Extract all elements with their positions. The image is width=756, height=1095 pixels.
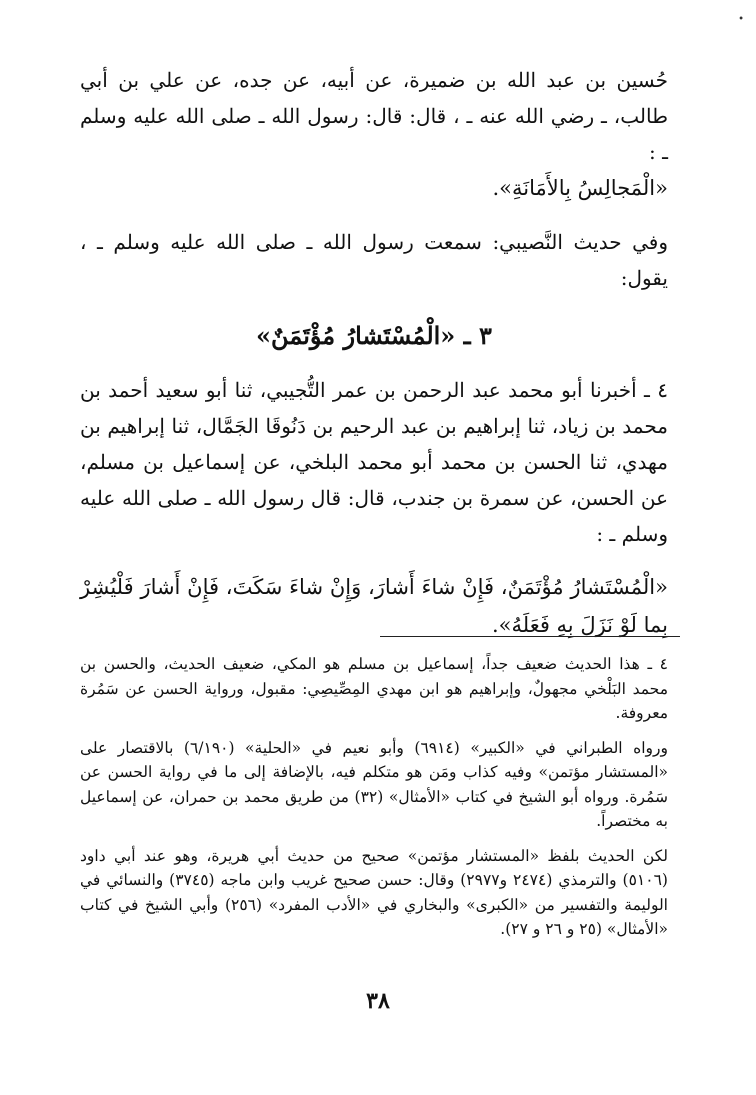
hadith-quote-majalis: «الْمَجالِسُ بِالأَمَانَةِ».: [492, 176, 668, 200]
corner-mark: •: [738, 14, 744, 25]
page-number: ٣٨: [366, 988, 390, 1014]
section-heading: ٣ ـ «الْمُسْتَشارُ مُؤْتَمَنٌ»: [256, 321, 492, 350]
paragraph-nusaybi: وفي حديث النَّصيبي: سمعت رسول الله ـ صلى الله عليه وسلم ـ ، يقول:: [80, 230, 668, 290]
footnote-grading: ٤ ـ هذا الحديث ضعيف جداً، إسماعيل بن مسلم هو المكي، ضعيف الحديث، والحسن بن محمد البَلْخي مجهولٌ، وإبراهيم هو ابن مهدي المِصِّيصِي: مقبول، ورواية الحسن عن سَمُرة معروفة.: [80, 655, 668, 722]
paragraph-chain: حُسين بن عبد الله بن ضميرة، عن أبيه، عن جده، عن علي بن أبي طالب، ـ رضي الله عنه ـ ، قال: قال: رسول الله ـ صلى الله عليه وسلم ـ :: [80, 68, 668, 164]
footnote-divider: [380, 636, 680, 637]
footnotes: [80, 652, 668, 952]
footnote-sources: ورواه الطبراني في «الكبير» (٦٩١٤) وأبو نعيم في «الحلية» (٦/١٩٠) بالاقتصار على «المستشار مؤتمن» وفيه كذاب ومَن هو متكلم فيه، بالإضافة إلى ما في رواية الحسن عن سَمُرة. ورواه أبو الشيخ في كتاب «الأمثال» (٣٢) من طريق محمد بن حمران، عن إسماعيل به مختصراً.: [80, 738, 669, 830]
footnote-authentic: لكن الحديث بلفظ «المستشار مؤتمن» صحيح من حديث أبي هريرة، وهو عند أبي داود (٥١٠٦) والترمذي (٢٤٧٤ و٢٩٧٧) وقال: حسن صحيح غريب وابن ماجه (٣٧٤٥) والنسائي في الوليمة والتفسير من «الكبرى» والبخاري في «الأدب المفرد» (٢٥٦) وأبي الشيخ في كتاب «الأمثال» (٢٥ و ٢٦ و ٢٧).: [80, 846, 668, 938]
main-text: [80, 62, 668, 644]
paragraph-isnad: ٤ ـ أخبرنا أبو محمد عبد الرحمن بن عمر التُّجيبي، ثنا أبو سعيد أحمد بن محمد بن زياد، ثنا إبراهيم بن عبد الرحيم بن دَنُوقَا الجَمَّال، ثنا إبراهيم بن مهدي، ثنا الحسن بن محمد أبو محمد البلخي، عن إسماعيل بن مسلم، عن الحسن، عن سمرة بن جندب، قال: قال رسول الله ـ صلى الله عليه وسلم ـ :: [80, 378, 669, 546]
hadith-quote-mustashar: «الْمُسْتَشارُ مُؤْتَمَنٌ، فَإِنْ شاءَ أَشارَ، وَإِنْ شاءَ سَكَتَ، فَإِنْ أَشارَ فَلْيُشِرْ بِما لَوْ نَزَلَ بِهِ فَعَلَهُ».: [80, 575, 668, 637]
